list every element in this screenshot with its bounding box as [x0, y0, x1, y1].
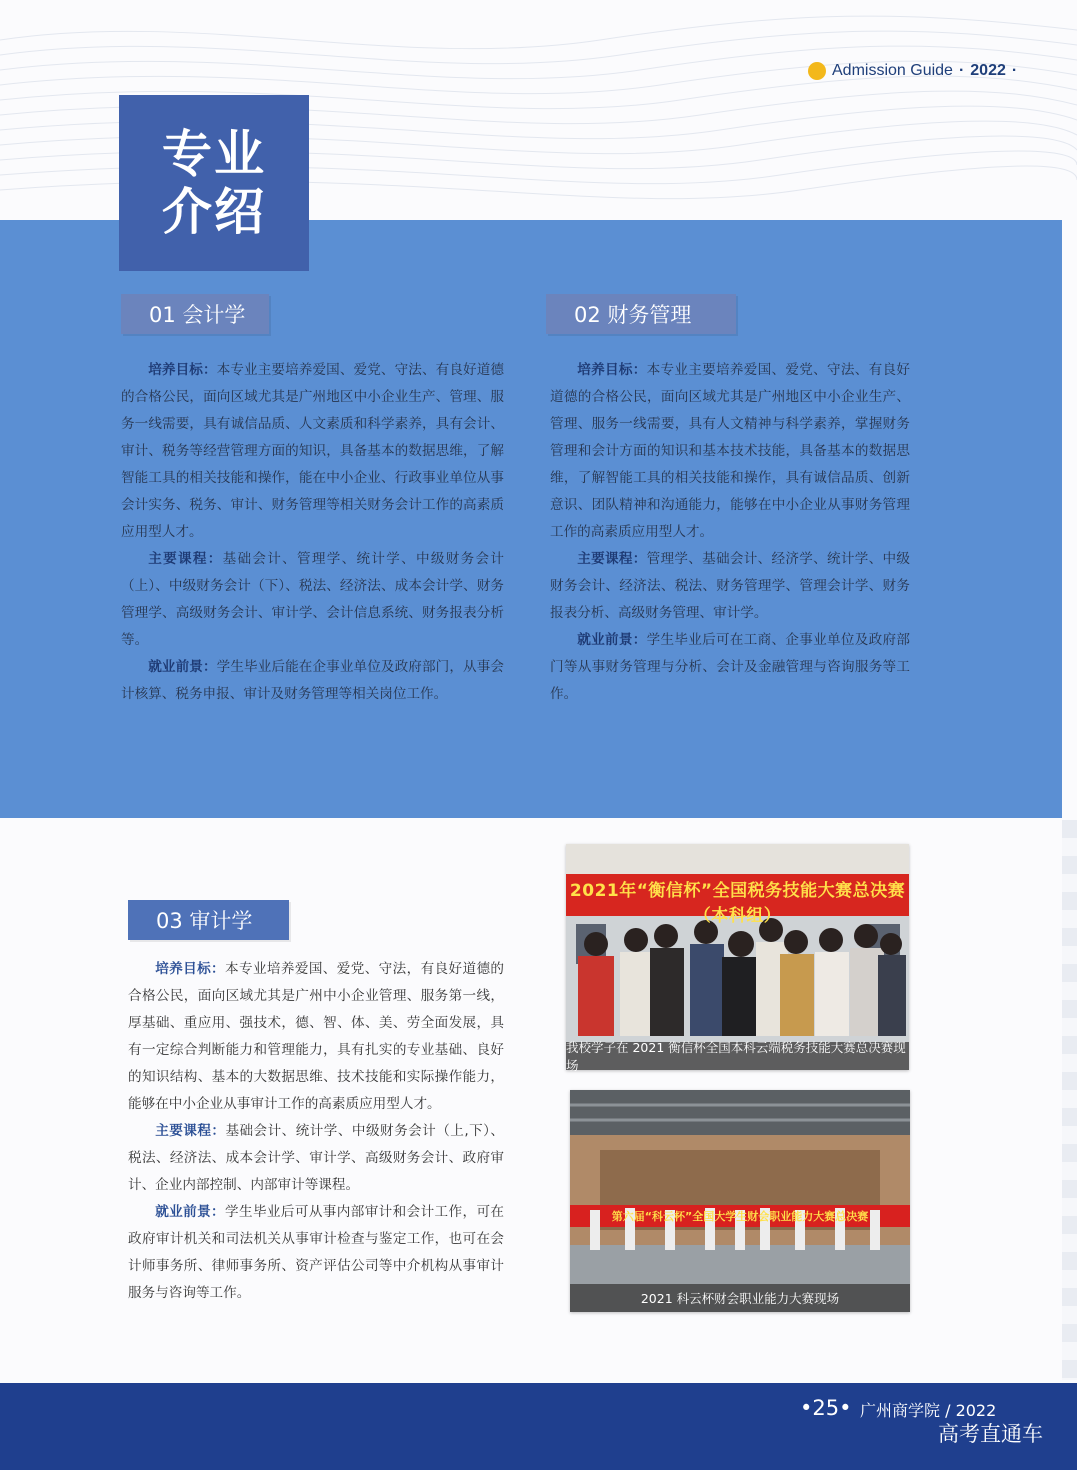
- page-number-value: 25: [812, 1396, 840, 1420]
- goal-text: 本专业培养爱国、爱党、守法，有良好道德的合格公民，面向区域尤其是广州中小企业管理、服务第一线，厚基础、重应用、强技术，德、智、体、美、劳全面发展，具有一定综合判断能力和管理能力，具有扎实的专业基础、良好的知识结构、基本的大数据思维、技术技能和实际操作能力，能够在中小企业从事审计工作的高素质应用型人才。: [128, 961, 505, 1112]
- decorative-edge-strip: [1062, 820, 1077, 1380]
- course-text: 基础会计、管理学、统计学、中级财务会计（上）、中级财务会计（下）、税法、经济法、成本会计学、财务管理学、高级财务会计、审计学、会计信息系统、财务报表分析等。: [121, 551, 505, 648]
- photo-banner-text: 第六届“科云杯”全国大学生财会职业能力大赛总决赛: [611, 1210, 869, 1223]
- course-heading: 主要课程：: [155, 1123, 226, 1139]
- admission-guide-header: [808, 62, 1017, 80]
- course-text: 管理学、基础会计、经济学、统计学、中级财务会计、经济法、税法、财务管理学、管理会计学、财务报表分析、高级财务管理、审计学。: [550, 551, 911, 621]
- section-body-audit: [128, 956, 504, 1307]
- footer-school: 广州商学院 / 2022: [860, 1401, 997, 1420]
- goal-text: 本专业主要培养爱国、爱党、守法、有良好道德的合格公民，面向区域尤其是广州地区中小企业生产、管理、服务一线需要，具有诚信品质、人文素质和科学素养，具有会计、审计、税务等经营管理方面的知识，具备基本的数据思维，了解智能工具的相关技能和操作，能在中小企业、行政事业单位从事会计实务、税务、审计、财务管理等相关财务会计工作的高素质应用型人才。: [121, 362, 505, 540]
- course-text: 基础会计、统计学、中级财务会计（上,下）、税法、经济法、成本会计学、审计学、高级财务会计、政府审计、企业内部控制、内部审计等课程。: [128, 1123, 504, 1193]
- job-heading: 就业前景：: [148, 659, 217, 675]
- goal-heading: 培养目标：: [148, 362, 217, 378]
- course-heading: 主要课程：: [148, 551, 223, 567]
- section-label-accounting: 01 会计学: [121, 294, 269, 334]
- photo-keyun-competition: [570, 1090, 910, 1312]
- yellow-dot-icon: [808, 62, 826, 80]
- footer-brand: 高考直通车: [938, 1422, 1043, 1446]
- goal-heading: 培养目标：: [155, 961, 226, 977]
- job-text: 学生毕业后能在企事业单位及政府部门，从事会计核算、税务申报、审计及财务管理等相关岗位工作。: [121, 659, 505, 702]
- page-number: •25•: [800, 1396, 852, 1420]
- photo-keyun-competition-image: [570, 1090, 910, 1312]
- guide-label: Admission Guide: [832, 62, 953, 79]
- photo-tax-competition: [566, 844, 909, 1073]
- page-title: [119, 95, 309, 271]
- section-body-accounting: [121, 357, 504, 708]
- goal-heading: 培养目标：: [577, 362, 647, 378]
- job-text: 学生毕业后可在工商、企事业单位及政府部门等从事财务管理与分析、会计及金融管理与咨询服务等工作。: [550, 632, 911, 702]
- page-title-line1: 专业: [162, 125, 266, 183]
- page-title-line2: 介绍: [162, 183, 266, 241]
- guide-tail: ·: [1011, 62, 1018, 79]
- job-text: 学生毕业后可从事内部审计和会计工作，可在政府审计机关和司法机关从事审计检查与鉴定工作，也可在会计师事务所、律师事务所、资产评估公司等中介机构从事审计服务与咨询等工作。: [128, 1204, 505, 1301]
- photo-caption: 我校学子在 2021 衡信杯全国本科云端税务技能大赛总决赛现场: [566, 1042, 909, 1070]
- goal-text: 本专业主要培养爱国、爱党、守法、有良好道德的合格公民，面向区域尤其是广州地区中小企业生产、管理、服务一线需要，具有人文精神与科学素养，掌握财务管理和会计方面的知识和基本技术技能，具备基本的数据思维，了解智能工具的相关技能和操作，具有诚信品质、创新意识、团队精神和沟通能力，能够在中小企业从事财务管理工作的高素质应用型人才。: [550, 362, 911, 540]
- section-label-audit: 03 审计学: [128, 900, 289, 940]
- job-heading: 就业前景：: [155, 1204, 226, 1220]
- guide-year: 2022: [970, 62, 1006, 79]
- footer-bar: [0, 1383, 1077, 1470]
- section-body-finance: [550, 357, 910, 708]
- job-heading: 就业前景：: [577, 632, 647, 648]
- photo-banner-text: 2021年“衡信杯”全国税务技能大赛总决赛（本科组）: [569, 881, 906, 926]
- guide-sep: ·: [958, 62, 965, 79]
- course-heading: 主要课程：: [577, 551, 647, 567]
- photo-caption: 2021 科云杯财会职业能力大赛现场: [570, 1284, 910, 1312]
- section-label-finance: 02 财务管理: [546, 294, 736, 334]
